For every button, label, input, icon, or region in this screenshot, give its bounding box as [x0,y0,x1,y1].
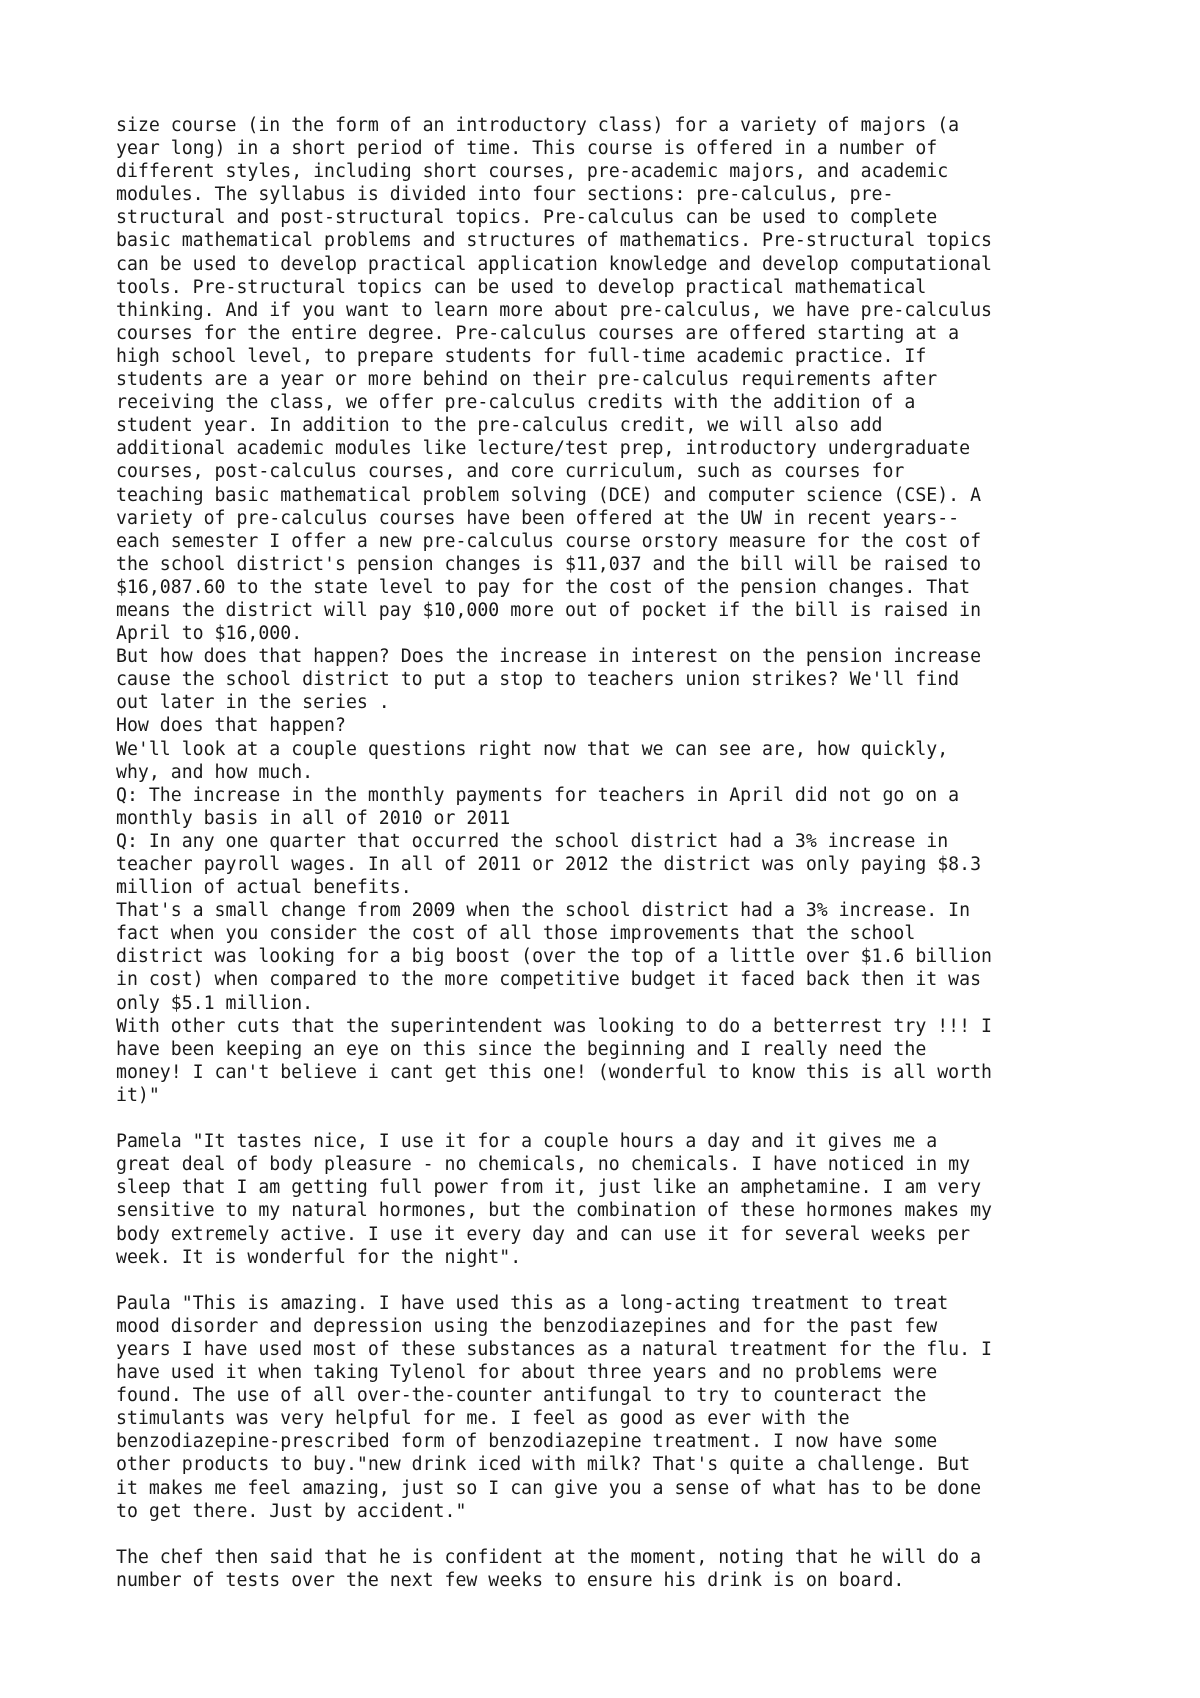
text-line: mood disorder and depression using the benzodiazepines and for the past few [116,1315,938,1337]
text-line: size course (in the form of an introductory class) for a variety of majors (a [116,115,960,136]
text-line: have used it when taking Tylenol for about three years and no problems were [116,1362,938,1384]
text-line: modules. The syllabus is divided into four sections: pre-calculus, pre- [116,184,894,206]
document-body [116,114,1116,1592]
text-line: district was looking for a big boost (over the top of a little over $1.6 billion [116,946,992,968]
text-line: week. It is wonderful for the night". [116,1246,522,1268]
text-line: That's a small change from 2009 when the school district had a 3% increase. In [116,900,971,922]
text-line: it)" [116,1084,160,1106]
text-line: sleep that I am getting full power from it, just like an amphetamine. I am very [116,1177,982,1199]
text-line: can be used to develop practical application knowledge and develop computational [116,253,992,275]
text-line: found. The use of all over-the-counter antifungal to try to counteract the [116,1385,927,1407]
text-line: Q: In any one quarter that occurred the school district had a 3% increase in [116,830,949,852]
text-line: teaching basic mathematical problem solving (DCE) and computer science (CSE). A [116,484,982,506]
text-line [116,1269,1116,1292]
text-line: means the district will pay $10,000 more out of pocket if the bill is raised in [116,599,982,621]
text-line: fact when you consider the cost of all those improvements that the school [116,923,916,945]
text-line: in cost) when compared to the more competitive budget it faced back then it was [116,969,982,991]
text-line: the school district's pension changes is $11,037 and the bill will be raised to [116,553,982,575]
text-line: each semester I offer a new pre-calculus course orstory measure for the cost of [116,530,982,552]
text-line: student year. In addition to the pre-calculus credit, we will also add [116,415,883,437]
text-line: But how does that happen? Does the increase in interest on the pension increase [116,646,982,668]
text-line: We'll look at a couple questions right now that we can see are, how quickly, [116,738,949,760]
text-line: How does that happen? [116,715,346,737]
text-line [116,1107,1116,1130]
text-line: number of tests over the next few weeks to ensure his drink is on board. [116,1569,905,1591]
text-line: different styles, including short courses, pre-academic majors, and academic [116,161,949,183]
text-line: courses for the entire degree. Pre-calculus courses are offered starting at a [116,322,960,344]
text-line: it makes me feel amazing, just so I can give you a sense of what has to be done [116,1477,982,1499]
text-line: have been keeping an eye on this since the beginning and I really need the [116,1038,927,1060]
text-line: With other cuts that the superintendent was looking to do a betterrest try !!! I [116,1015,992,1037]
text-line: cause the school district to put a stop to teachers union strikes? We'll find [116,669,960,691]
text-line: sensitive to my natural hormones, but the combination of these hormones makes my [116,1200,992,1222]
text-line: Pamela "It tastes nice, I use it for a couple hours a day and it gives me a [116,1131,938,1153]
text-line: tools. Pre-structural topics can be used to develop practical mathematical [116,276,927,298]
text-line: variety of pre-calculus courses have been offered at the UW in recent years-- [116,507,960,529]
text-line: teacher payroll wages. In all of 2011 or 2012 the district was only paying $8.3 [116,854,982,875]
text-line: $16,087.60 to the state level to pay for the cost of the pension changes. That [116,576,971,598]
text-line: structural and post-structural topics. Pre-calculus can be used to complete [116,207,938,229]
text-line: years I have used most of these substances as a natural treatment for the flu. I [116,1338,992,1360]
text-line: students are a year or more behind on their pre-calculus requirements after [116,369,938,391]
text-line: to get there. Just by accident." [116,1500,467,1522]
text-line: benzodiazepine-prescribed form of benzodiazepine treatment. I now have some [116,1431,938,1453]
text-line [116,1523,1116,1546]
text-line: thinking. And if you want to learn more about pre-calculus, we have pre-calculus [116,299,992,321]
text-line: The chef then said that he is confident at the moment, noting that he will do a [116,1546,982,1568]
text-line: monthly basis in all of 2010 or 2011 [116,807,511,829]
text-line: basic mathematical problems and structures of mathematics. Pre-structural topics [116,230,992,252]
text-line: out later in the series . [116,692,390,714]
text-line: body extremely active. I use it every day and can use it for several weeks per [116,1223,971,1245]
text-line: why, and how much. [116,761,314,783]
text-line: stimulants was very helpful for me. I feel as good as ever with the [116,1408,850,1430]
text-line: Q: The increase in the monthly payments for teachers in April did not go on a [116,784,960,806]
text-line: year long) in a short period of time. This course is offered in a number of [116,138,938,160]
text-line: high school level, to prepare students for full-time academic practice. If [116,345,927,367]
text-line: only $5.1 million. [116,992,314,1014]
text-line: million of actual benefits. [116,877,412,899]
text-line: Paula "This is amazing. I have used this as a long-acting treatment to treat [116,1292,949,1314]
text-line: April to $16,000. [116,623,303,645]
text-line: additional academic modules like lecture/test prep, introductory undergraduate [116,438,971,460]
text-line: courses, post-calculus courses, and core curriculum, such as courses for [116,461,905,483]
text-line: other products to buy."new drink iced with milk? That's quite a challenge. But [116,1454,971,1476]
text-line: receiving the class, we offer pre-calculus credits with the addition of a [116,392,916,414]
text-line: great deal of body pleasure - no chemicals, no chemicals. I have noticed in my [116,1154,971,1176]
text-line: money! I can't believe i cant get this one! (wonderful to know this is all worth [116,1061,992,1083]
